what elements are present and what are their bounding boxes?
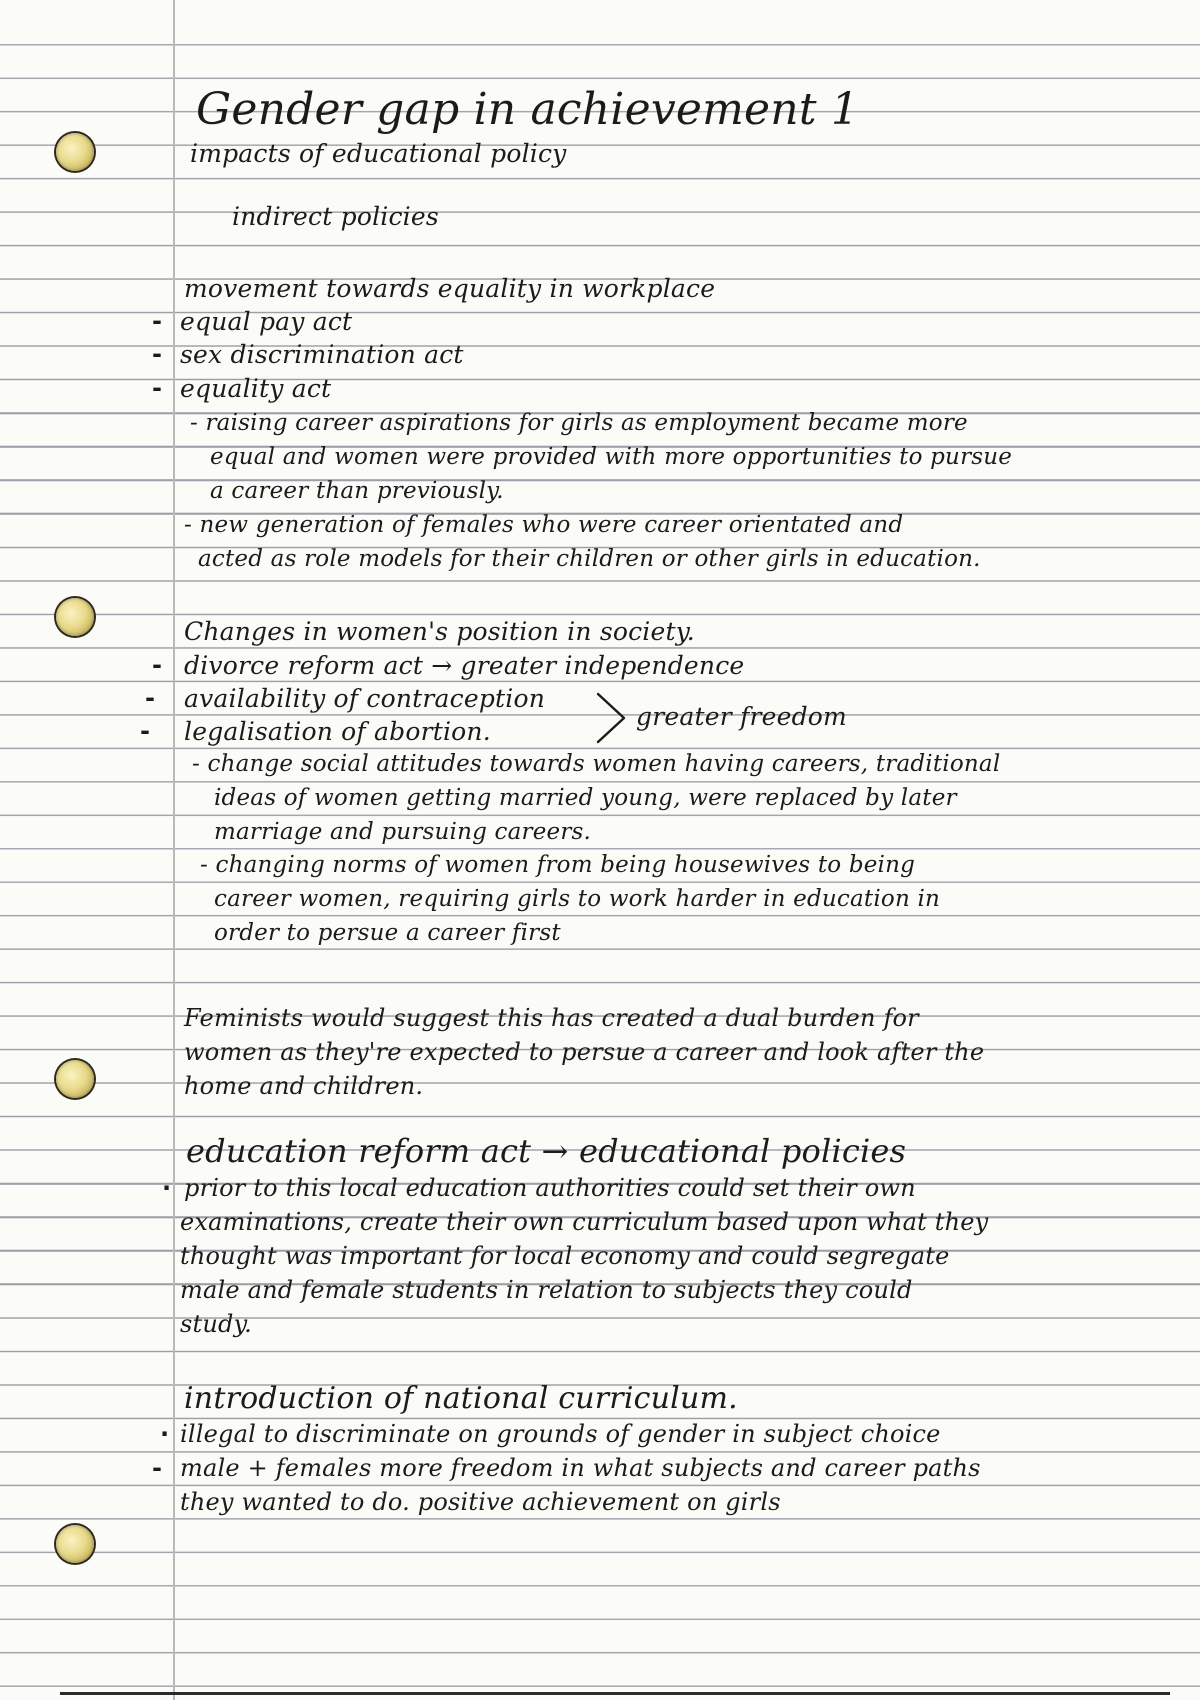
note-line: examinations, create their own curriculum based upon what they <box>180 1208 989 1236</box>
bottom-rule <box>60 1692 1170 1695</box>
list-item: illegal to discriminate on grounds of gender in subject choice <box>180 1420 941 1448</box>
note-line: Feminists would suggest this has created a dual burden for <box>184 1004 919 1032</box>
dash-bullet: - <box>145 684 155 712</box>
dash-bullet: - <box>152 307 162 335</box>
list-item: availability of contraception <box>184 684 546 713</box>
page-title: Gender gap in achievement 1 <box>196 84 860 135</box>
section-2-heading: Changes in women's position in society. <box>184 617 695 646</box>
note-line: thought was important for local economy and could segregate <box>180 1242 950 1270</box>
note-line: equal and women were provided with more opportunities to pursue <box>210 444 1013 470</box>
note-line: a career than previously. <box>210 478 504 504</box>
punch-hole-3 <box>56 1060 94 1098</box>
list-item: legalisation of abortion. <box>184 717 491 746</box>
dot-bullet: · <box>162 1174 172 1202</box>
dash-bullet: - <box>152 1454 162 1482</box>
list-item: equality act <box>180 374 332 403</box>
margin-line <box>173 0 175 1700</box>
note-line: they wanted to do. positive achievement on girls <box>180 1488 781 1516</box>
note-line: - raising career aspirations for girls as employment became more <box>190 410 968 436</box>
note-line: women as they're expected to persue a career and look after the <box>184 1038 985 1066</box>
section-1-heading: movement towards equality in workplace <box>184 274 716 303</box>
punch-hole-2 <box>56 598 94 636</box>
bracket-label: greater freedom <box>636 702 847 731</box>
punch-hole-1 <box>56 133 94 171</box>
dot-bullet: · <box>160 1420 170 1448</box>
dash-bullet: - <box>152 340 162 368</box>
note-line: - changing norms of women from being housewives to being <box>200 852 916 878</box>
note-line: order to persue a career first <box>214 920 561 946</box>
note-line: prior to this local education authorities could set their own <box>184 1174 916 1202</box>
note-line: home and children. <box>184 1072 424 1100</box>
list-item: divorce reform act → greater independence <box>184 651 745 680</box>
note-line: - change social attitudes towards women having careers, traditional <box>192 751 1001 777</box>
subheading: indirect policies <box>232 202 439 231</box>
note-line: ideas of women getting married young, were replaced by later <box>214 785 957 811</box>
bracket-icon <box>594 690 630 746</box>
page-subtitle: impacts of educational policy <box>190 139 567 168</box>
note-line: - new generation of females who were career orientated and <box>184 512 904 538</box>
punch-hole-4 <box>56 1525 94 1563</box>
dash-bullet: - <box>140 717 150 745</box>
section-4-heading: education reform act → educational policies <box>186 1132 907 1170</box>
note-line: career women, requiring girls to work harder in education in <box>214 886 941 912</box>
note-line: marriage and pursuing careers. <box>214 819 592 845</box>
list-item: sex discrimination act <box>180 340 464 369</box>
list-item: male + females more freedom in what subjects and career paths <box>180 1454 981 1482</box>
section-5-heading: introduction of national curriculum. <box>184 1381 738 1416</box>
note-line: study. <box>180 1310 252 1338</box>
note-line: male and female students in relation to subjects they could <box>180 1276 913 1304</box>
list-item: equal pay act <box>180 307 353 336</box>
dash-bullet: - <box>152 374 162 402</box>
dash-bullet: - <box>152 651 162 679</box>
note-line: acted as role models for their children or other girls in education. <box>198 546 981 572</box>
